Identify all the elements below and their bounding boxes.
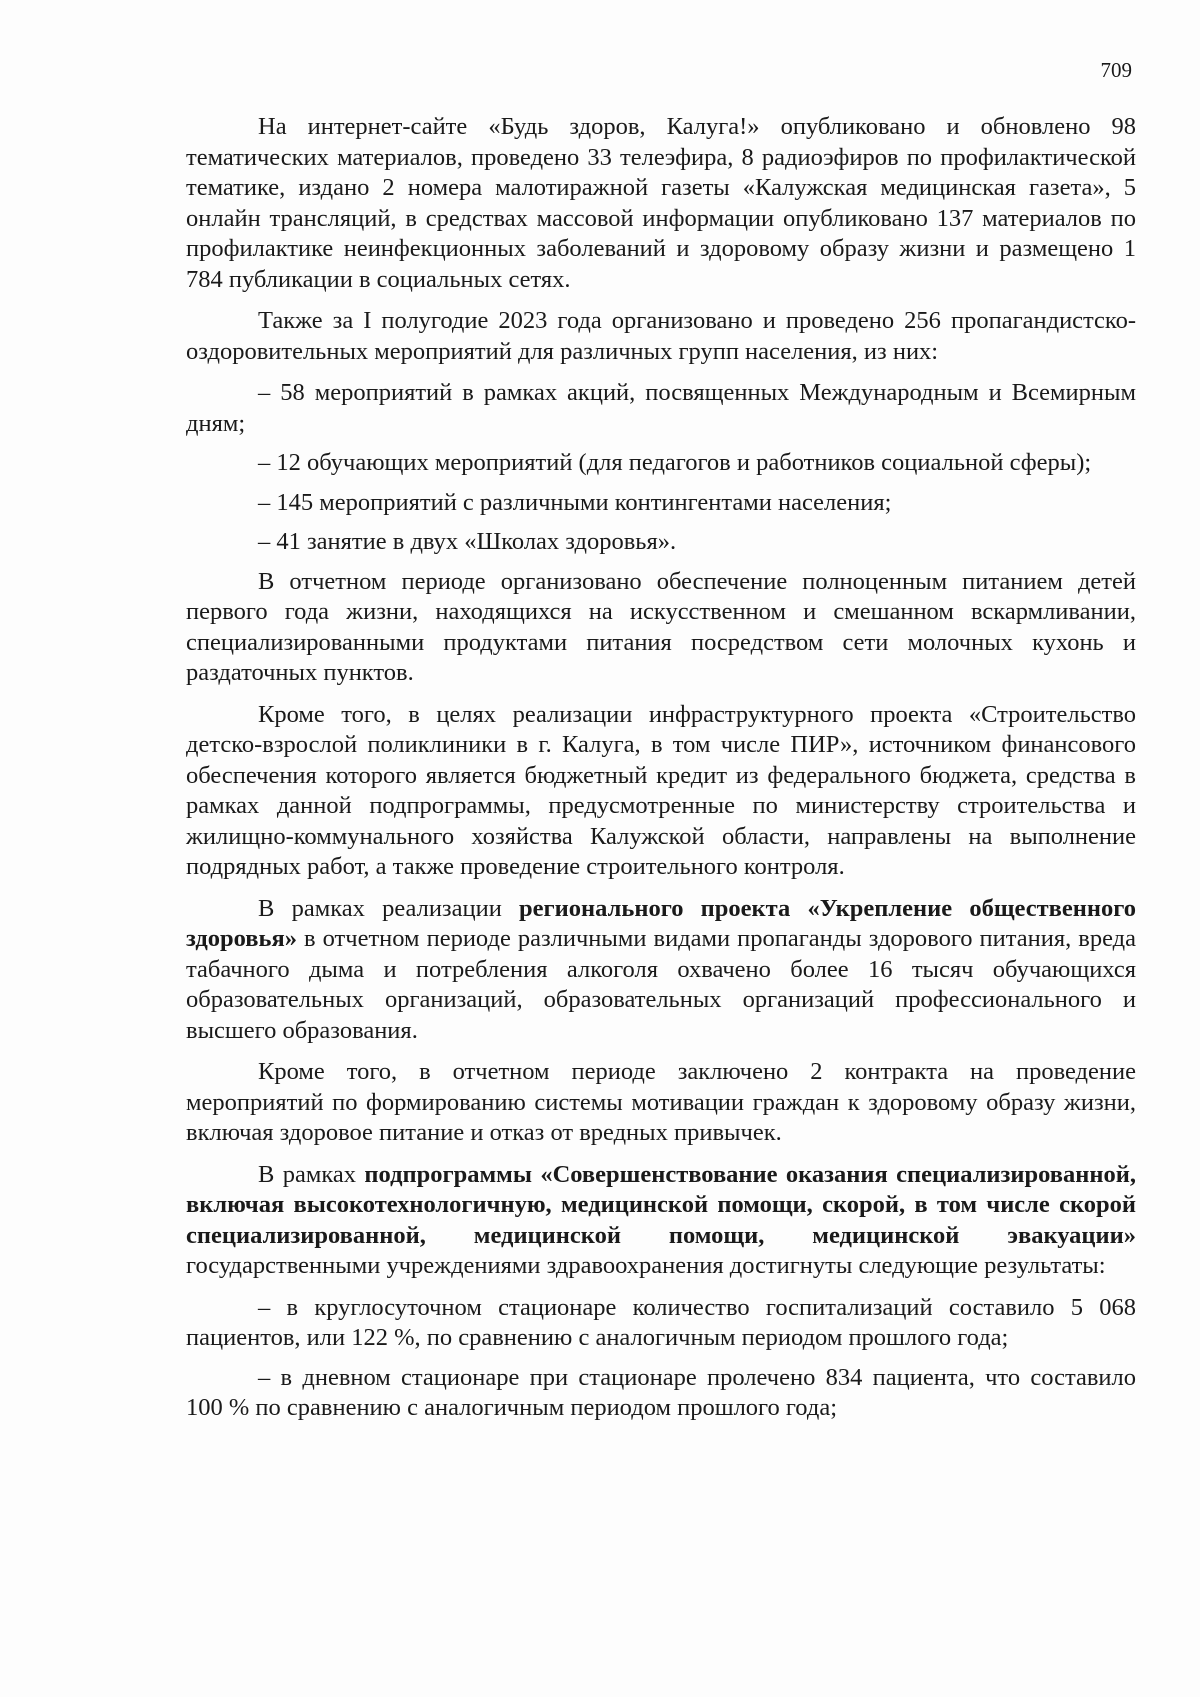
bold-subprogram-title: подпрограммы «Совершенствование оказания специализированной, включая высокотехнологичную, медицинской помощи, скорой, в том числе скорой специализированной, медицинской помощи, медицинской эвакуации» [186,1160,1136,1249]
paragraph-lead: В рамках [258,1160,365,1188]
bold-project-title: регионального проекта «Укрепление общественного здоровья» [186,894,1136,952]
paragraph-lead: В рамках реализации [258,894,520,922]
list-item-international-days: – 58 мероприятий в рамках акций, посвященных Международным и Всемирным дням; [186,379,1136,437]
page-number: 709 [1100,58,1132,82]
paragraph-polyclinic-construction: Кроме того, в целях реализации инфраструктурного проекта «Строительство детско-взрослой поликлиники в г. Калуга, в том числе ПИР», источником финансового обеспечения которого является бюджетный кредит из федерального бюджета, средства в рамках данной подпрограммы, предусмотренные по министерству строительства и жилищно-коммунального хозяйства Калужской области, направлены на выполнение подрядных работ, а также проведение строительного контроля. [186,700,1136,880]
list-item-round-the-clock-hospital: – в круглосуточном стационаре количество госпитализаций составило 5 068 пациентов, или 122 %, по сравнению с аналогичным периодом прошлого года; [186,1293,1136,1351]
paragraph-events-summary: Также за I полугодие 2023 года организовано и проведено 256 пропагандистско-оздоровительных мероприятий для различных групп населения, из них: [186,307,1136,365]
paragraph-regional-project [186,894,1136,1047]
list-item-population-events: – 145 мероприятий с различными контингентами населения; [258,488,892,516]
paragraph-website-publications: На интернет-сайте «Будь здоров, Калуга!» опубликовано и обновлено 98 тематических материалов, проведено 33 телеэфира, 8 радиоэфиров по профилактической тематике, издано 2 номера малотиражной газеты «Калужская медицинская газета», 5 онлайн трансляций, в средствах массовой информации опубликовано 137 материалов по профилактике неинфекционных заболеваний и здоровому образу жизни и размещено 1 784 публикации в социальных сетях. [186,113,1136,293]
document-body [186,112,1136,1433]
list-item-day-hospital: – в дневном стационаре при стационаре пролечено 834 пациента, что составило 100 % по сравнению с аналогичным периодом прошлого года; [186,1363,1136,1421]
paragraph-infant-nutrition: В отчетном периоде организовано обеспечение полноценным питанием детей первого года жизни, находящихся на искусственном и смешанном вскармливании, специализированными продуктами питания посредством сети молочных кухонь и раздаточных пунктов. [186,567,1136,686]
paragraph-rest: государственными учреждениями здравоохранения достигнуты следующие результаты: [186,1252,1106,1279]
list-item-training-events: – 12 обучающих мероприятий (для педагогов и работников социальной сферы); [258,449,1092,476]
paragraph-contracts: Кроме того, в отчетном периоде заключено 2 контракта на проведение мероприятий по формированию системы мотивации граждан к здоровому образу жизни, включая здоровое питание и отказ от вредных привычек. [186,1058,1136,1146]
list-item-health-schools: – 41 занятие в двух «Школах здоровья». [258,528,677,555]
paragraph-rest: в отчетном периоде различными видами пропаганды здорового питания, вреда табачного дыма и потребления алкоголя охвачено более 16 тысяч обучающихся образовательных организаций, образовательных организаций профессионального и высшего образования. [186,925,1136,1044]
paragraph-subprogram [186,1160,1136,1282]
